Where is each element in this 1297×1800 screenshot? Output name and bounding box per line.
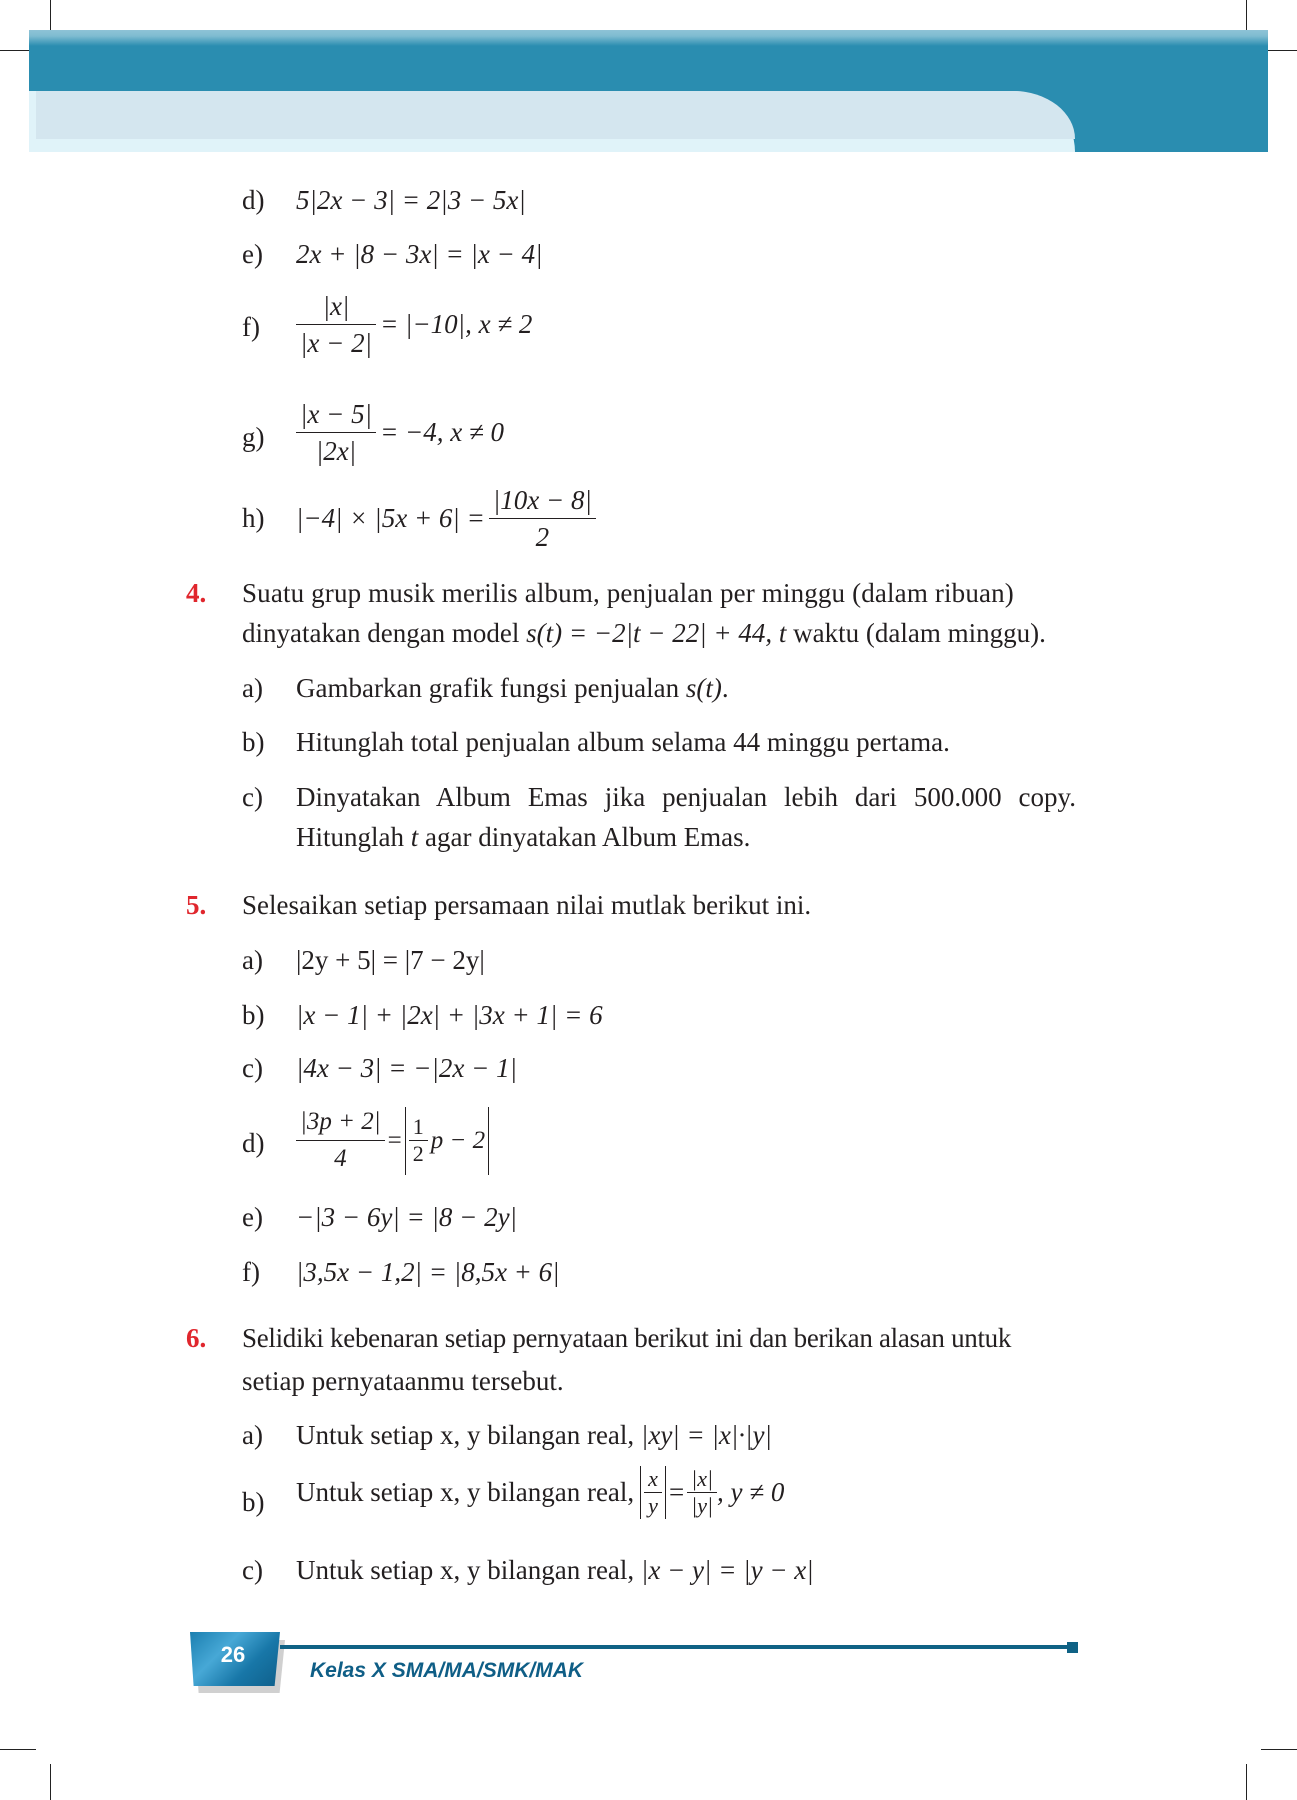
denominator: |y| (691, 1493, 714, 1518)
text: . (721, 673, 729, 703)
text: Untuk setiap x, y bilangan real, (296, 1420, 635, 1450)
numerator: |10x − 8| (489, 482, 596, 519)
fraction (296, 396, 376, 469)
crop-mark (0, 1749, 36, 1750)
item-label: d) (242, 1128, 265, 1158)
absolute-value (640, 1466, 666, 1519)
header-band (29, 30, 1268, 91)
equation: 5|2x − 3| = 2|3 − 5x| (296, 185, 526, 215)
numerator: |x| (296, 288, 376, 325)
absolute-value (405, 1107, 489, 1175)
item-label: b) (242, 1000, 265, 1030)
model-formula: s(t) = −2|t − 22| + 44, t (526, 618, 787, 648)
condition: , y ≠ 0 (717, 1477, 785, 1507)
question-title: Selesaikan setiap persamaan nilai mutlak berikut ini. (242, 890, 812, 920)
equation-rest: = |−10|, x ≠ 2 (380, 309, 533, 339)
equation: |xy| = |x|·|y| (640, 1420, 772, 1450)
text: Gambarkan grafik fungsi penjualan (296, 673, 686, 703)
equation-rest: = −4, x ≠ 0 (380, 417, 505, 447)
equation: |2y + 5| = |7 − 2y| (296, 945, 485, 975)
denominator: y (648, 1493, 658, 1518)
sub-question: Hitunglah total penjualan album selama 44 minggu pertama. (296, 727, 950, 757)
header-light-panel-inner (36, 91, 1075, 139)
math: s(t) (685, 673, 722, 703)
equation (296, 288, 532, 361)
exercise-number: 6. (186, 1323, 207, 1353)
equation: −|3 − 6y| = |8 − 2y| (296, 1202, 518, 1232)
expression: p − 2 (430, 1126, 486, 1154)
numerator: |3p + 2| (296, 1104, 385, 1141)
item-label: c) (242, 782, 263, 812)
item-label: a) (242, 673, 263, 703)
fraction (687, 1466, 717, 1519)
statement (296, 1466, 784, 1519)
item-label: e) (242, 239, 263, 269)
footer-rule (280, 1645, 1070, 1649)
equation: |x − y| = |y − x| (640, 1555, 814, 1585)
question-line-1: Suatu grup musik merilis album, penjualan per minggu (dalam ribuan) (242, 578, 1014, 608)
item-label: c) (242, 1555, 263, 1585)
item-label: c) (242, 1053, 263, 1083)
item-label: f) (242, 312, 260, 342)
item-label: b) (242, 1487, 265, 1517)
question-line-2: setiap pernyataanmu tersebut. (242, 1366, 564, 1396)
crop-mark (1261, 1749, 1297, 1750)
fraction (489, 482, 596, 555)
equation-left: |−4| × |5x + 6| = (296, 503, 485, 533)
numerator: |x| (687, 1466, 717, 1493)
statement (296, 1554, 814, 1586)
text: waktu (dalam minggu). (786, 618, 1046, 648)
book-title: Kelas X SMA/MA/SMK/MAK (310, 1659, 584, 1682)
item-label: f) (242, 1257, 260, 1287)
numerator: x (644, 1466, 662, 1493)
sub-question (296, 672, 729, 704)
fraction (644, 1466, 662, 1519)
denominator: |x − 2| (300, 328, 373, 358)
equation: 2x + |8 − 3x| = |x − 4| (296, 239, 543, 269)
text: Untuk setiap x, y bilangan real, (296, 1555, 635, 1585)
text: agar dinyatakan Album Emas. (418, 822, 751, 852)
item-label: a) (242, 1420, 263, 1450)
item-label: a) (242, 945, 263, 975)
numerator: |x − 5| (296, 396, 376, 433)
question-line-2 (242, 617, 1046, 649)
statement (296, 1419, 772, 1451)
denominator: |2x| (315, 436, 357, 466)
item-label: b) (242, 727, 265, 757)
equation: |3,5x − 1,2| = |8,5x + 6| (296, 1257, 560, 1287)
equation: |4x − 3| = −|2x − 1| (296, 1053, 518, 1083)
fraction (409, 1114, 428, 1167)
math: t (410, 822, 419, 852)
equation: |x − 1| + |2x| + |3x + 1| = 6 (296, 1000, 603, 1030)
denominator: 2 (412, 1141, 424, 1166)
text: Hitunglah (296, 822, 411, 852)
text: Untuk setiap x, y bilangan real, (296, 1477, 635, 1507)
exercise-number: 5. (186, 890, 207, 920)
text: dinyatakan dengan model (242, 618, 527, 648)
footer-rule-end-square (1067, 1642, 1078, 1653)
fraction (296, 1104, 385, 1177)
equals: = (668, 1477, 685, 1507)
item-label: e) (242, 1202, 263, 1232)
sub-question-line-2 (296, 821, 750, 853)
numerator: 1 (409, 1114, 428, 1141)
item-label: d) (242, 185, 265, 215)
equation (296, 396, 504, 469)
equation (296, 1104, 489, 1177)
crop-mark (50, 1764, 51, 1800)
equation (296, 482, 596, 555)
item-label: h) (242, 503, 265, 533)
equals: = (387, 1126, 402, 1154)
exercise-number: 4. (186, 578, 207, 608)
denominator: 2 (535, 522, 550, 552)
item-label: g) (242, 422, 265, 452)
question-line-1: Selidiki kebenaran setiap pernyataan berikut ini dan berikan alasan untuk (242, 1323, 1012, 1353)
page-number: 26 (220, 1642, 246, 1667)
crop-mark (1246, 1764, 1247, 1800)
denominator: 4 (334, 1145, 347, 1172)
fraction (296, 288, 376, 361)
sub-question: Dinyatakan Album Emas jika penjualan lebih dari 500.000 copy. (296, 782, 1076, 812)
